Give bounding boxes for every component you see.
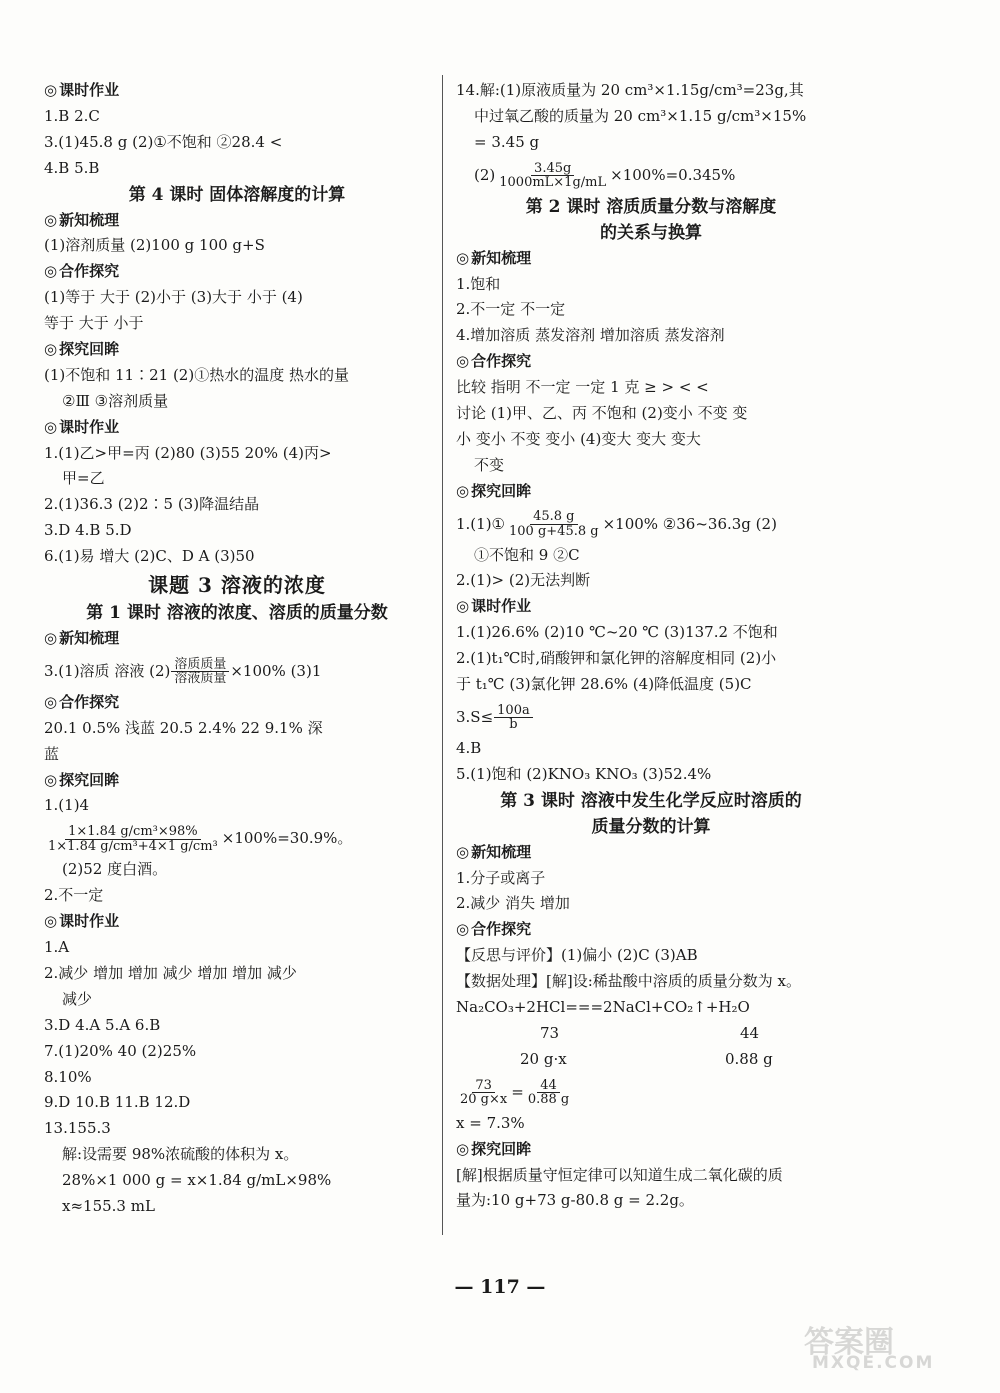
section-heading: ◎ 合作探究 — [44, 262, 120, 281]
answer-line: 20 g·x 0.88 g — [520, 1049, 773, 1068]
answer-line: 1.饱和 — [456, 274, 501, 293]
answer-line: 量为:10 g+73 g-80.8 g = 2.2g。 — [456, 1191, 694, 1210]
bullet-icon: ◎ — [44, 417, 58, 436]
watermark-text: 答案圈 — [804, 1325, 894, 1360]
bullet-icon: ◎ — [456, 920, 470, 939]
formula-line: $\frac{\text{1×1.84 g/cm³×98\%}}{\text{1×1.84 g/cm³+4×1 g/cm³}}$ ×100%=30.9%。 — [44, 819, 430, 857]
answer-line: 73 44 — [540, 1023, 760, 1042]
fraction: $\frac{\text{1×1.84 g/cm³×98\%}}{\text{1×1.84 g/cm³+4×1 g/cm³}}$ — [48, 824, 218, 854]
answer-line: 9.D 10.B 11.B 12.D — [44, 1093, 191, 1112]
formula-line: 1.(1)① $\frac{45.8 g}{100 g+45.8 g}$ ×100% ②36~36.3g (2) — [456, 509, 777, 540]
answer-line: 13.155.3 — [44, 1119, 111, 1138]
answer-line: 减少 — [62, 989, 93, 1008]
section-heading: ◎ 课时作业 — [44, 912, 120, 931]
answer-line: 【反思与评价】(1)偏小 (2)C (3)AB — [456, 946, 698, 965]
answer-line: 解:设需要 98%浓硫酸的体积为 x。 — [62, 1145, 299, 1164]
section-heading: ◎ 探究回眸 — [44, 770, 120, 789]
answer-line: (2)52 度白酒。 — [62, 860, 168, 879]
fraction: $\frac{100a}{b}$ — [494, 704, 533, 732]
answer-line: 3.D 4.A 5.A 6.B — [44, 1015, 161, 1034]
answer-line: 8.10% — [44, 1067, 92, 1086]
fraction: $\frac{45.8 g}{100 g+45.8 g}$ — [509, 509, 599, 540]
answer-line: 4.增加溶质 蒸发溶剂 增加溶质 蒸发溶剂 — [456, 326, 725, 345]
answer-line: ②Ⅲ ③溶剂质量 — [62, 391, 169, 410]
watermark-logo — [804, 1317, 984, 1379]
topic-heading: 课题 3 溶液的浓度 — [148, 573, 326, 598]
section-heading: ◎ 新知梳理 — [456, 248, 532, 267]
lesson-heading: 的关系与换算 — [600, 222, 702, 243]
answer-line: (1)溶剂质量 (2)100 g 100 g+S — [44, 236, 265, 255]
bullet-icon: ◎ — [456, 248, 470, 267]
left-column — [44, 78, 430, 1220]
lesson-heading: 第 3 课时 溶液中发生化学反应时溶质的 — [500, 790, 802, 811]
answer-line: 1.A — [44, 938, 70, 957]
lesson-heading: 第 4 课时 固体溶解度的计算 — [128, 184, 346, 205]
answer-line: 2.(1)t₁℃时,硝酸钾和氯化钾的溶解度相同 (2)小 — [456, 649, 777, 668]
chemical-equation: Na₂CO₃+2HCl===2NaCl+CO₂↑+H₂O — [456, 998, 750, 1017]
answer-line: 7.(1)20% 40 (2)25% — [44, 1041, 197, 1060]
answer-line: 1.分子或离子 — [456, 868, 546, 887]
lesson-heading: 第 2 课时 溶质质量分数与溶解度 — [525, 196, 777, 217]
answer-line: 不变 — [474, 455, 505, 474]
bullet-icon: ◎ — [44, 81, 58, 99]
answer-line: 比较 指明 不一定 一定 1 克 ≥ > < < — [456, 378, 709, 397]
fraction: $\frac{3.45g}{1000mL\times 1g/mL}$ — [499, 160, 607, 191]
column-divider — [442, 75, 443, 1235]
bullet-icon: ◎ — [44, 262, 58, 281]
bullet-icon: ◎ — [456, 481, 470, 500]
answer-line: 2.不一定 不一定 — [456, 300, 566, 319]
answer-line: 4.B — [456, 738, 482, 757]
answer-line: 5.(1)饱和 (2)KNO₃ KNO₃ (3)52.4% — [456, 764, 712, 783]
bullet-icon: ◎ — [44, 770, 58, 789]
answer-line: ①不饱和 9 ②C — [474, 545, 580, 564]
bullet-icon: ◎ — [44, 912, 58, 931]
answer-line: (1)不饱和 11∶21 (2)①热水的温度 热水的量 — [44, 365, 349, 384]
answer-line: 1.(1)4 — [44, 796, 90, 815]
lesson-heading: 质量分数的计算 — [591, 816, 711, 837]
watermark-url: MXQE.COM — [812, 1353, 935, 1373]
answer-line: 小 变小 不变 变小 (4)变大 变大 变大 — [456, 429, 701, 448]
answer-line: 2.减少 消失 增加 — [456, 894, 570, 913]
answer-line: 2.减少 增加 增加 减少 增加 增加 减少 — [44, 963, 297, 982]
section-heading: ◎ 课时作业 — [44, 417, 120, 436]
formula-line: 3.(1)溶质 溶液 (2) $\frac{\text{溶质质量}}{\text{溶液质量}}$ ×100% (3)1 — [44, 656, 322, 687]
answer-line: 4.B 5.B — [44, 158, 100, 177]
answer-line: 讨论 (1)甲、乙、丙 不饱和 (2)变小 不变 变 — [456, 404, 748, 423]
section-heading: ◎ 探究回眸 — [456, 1139, 532, 1158]
bullet-icon: ◎ — [456, 1139, 470, 1158]
bullet-icon: ◎ — [44, 210, 58, 229]
fraction: $\frac{44}{0.88 g}$ — [527, 1077, 570, 1108]
answer-line: [解]根据质量守恒定律可以知道生成二氧化碳的质 — [456, 1165, 783, 1184]
right-column — [456, 78, 846, 1214]
bullet-icon: ◎ — [456, 352, 470, 371]
answer-line: 甲=乙 — [62, 469, 105, 488]
section-heading: ◎ 新知梳理 — [44, 210, 120, 229]
answer-line: 2.(1)> (2)无法判断 — [456, 571, 591, 590]
section-heading: ◎ 探究回眸 — [456, 481, 532, 500]
page-number: — 117 — — [454, 1276, 546, 1298]
answer-line: 【数据处理】[解]设:稀盐酸中溶质的质量分数为 x。 — [456, 972, 801, 991]
fraction: $\frac{73}{20 g\times x}$ — [460, 1077, 508, 1108]
bullet-icon: ◎ — [44, 692, 58, 711]
lesson-heading: 第 1 课时 溶液的浓度、溶质的质量分数 — [86, 603, 388, 624]
formula-line: (2) $\frac{3.45g}{1000mL\times 1g/mL}$ ×100%=0.345% — [474, 160, 736, 191]
section-heading: ◎ 新知梳理 — [456, 842, 532, 861]
answer-line: 蓝 — [44, 744, 60, 763]
section-heading: ◎ 探究回眸 — [44, 340, 120, 359]
answer-line: x = 7.3% — [456, 1113, 525, 1132]
answer-line: 2.(1)36.3 (2)2∶5 (3)降温结晶 — [44, 495, 260, 514]
bullet-icon: ◎ — [44, 340, 58, 359]
section-heading: ◎ 合作探究 — [456, 920, 532, 939]
section-heading: ◎ 课时作业 — [44, 81, 120, 99]
answer-line: 14.解:(1)原液质量为 20 cm³×1.15g/cm³=23g,其 — [456, 81, 804, 99]
answer-line: x≈155.3 mL — [62, 1196, 155, 1215]
section-heading: ◎ 课时作业 — [456, 597, 532, 616]
answer-line: 于 t₁℃ (3)氯化钾 28.6% (4)降低温度 (5)C — [456, 675, 752, 694]
fraction: $\frac{\text{溶质质量}}{\text{溶液质量}}$ — [171, 658, 229, 686]
section-heading: ◎ 新知梳理 — [44, 629, 120, 648]
answer-line: = 3.45 g — [474, 132, 540, 151]
formula-line: 3.S≤ $\frac{100a}{b}$ — [456, 698, 846, 736]
bullet-icon: ◎ — [456, 597, 470, 616]
answer-line: 20.1 0.5% 浅蓝 20.5 2.4% 22 9.1% 深 — [44, 718, 323, 737]
formula-line: $\frac{73}{20 g\times x}$ = $\frac{44}{0.88 g}$ — [456, 1073, 846, 1111]
bullet-icon: ◎ — [456, 842, 470, 861]
answer-line: 1.(1)26.6% (2)10 ℃~20 ℃ (3)137.2 不饱和 — [456, 623, 778, 642]
answer-line: 等于 大于 小于 — [44, 314, 144, 333]
section-heading: ◎ 合作探究 — [44, 692, 120, 711]
answer-line: 1.B 2.C — [44, 106, 100, 125]
answer-line: 3.(1)45.8 g (2)①不饱和 ②28.4 < — [44, 132, 283, 151]
answer-line: 中过氧乙酸的质量为 20 cm³×1.15 g/cm³×15% — [474, 106, 807, 125]
bullet-icon: ◎ — [44, 629, 58, 648]
answer-line: 1.(1)乙>甲=丙 (2)80 (3)55 20% (4)丙> — [44, 443, 332, 462]
answer-line: 2.不一定 — [44, 886, 104, 905]
section-heading: ◎ 合作探究 — [456, 352, 532, 371]
answer-line: 28%×1 000 g = x×1.84 g/mL×98% — [62, 1171, 332, 1190]
answer-line: (1)等于 大于 (2)小于 (3)大于 小于 (4) — [44, 288, 303, 307]
answer-line: 6.(1)易 增大 (2)C、D A (3)50 — [44, 547, 255, 566]
answer-line: 3.D 4.B 5.D — [44, 521, 132, 540]
